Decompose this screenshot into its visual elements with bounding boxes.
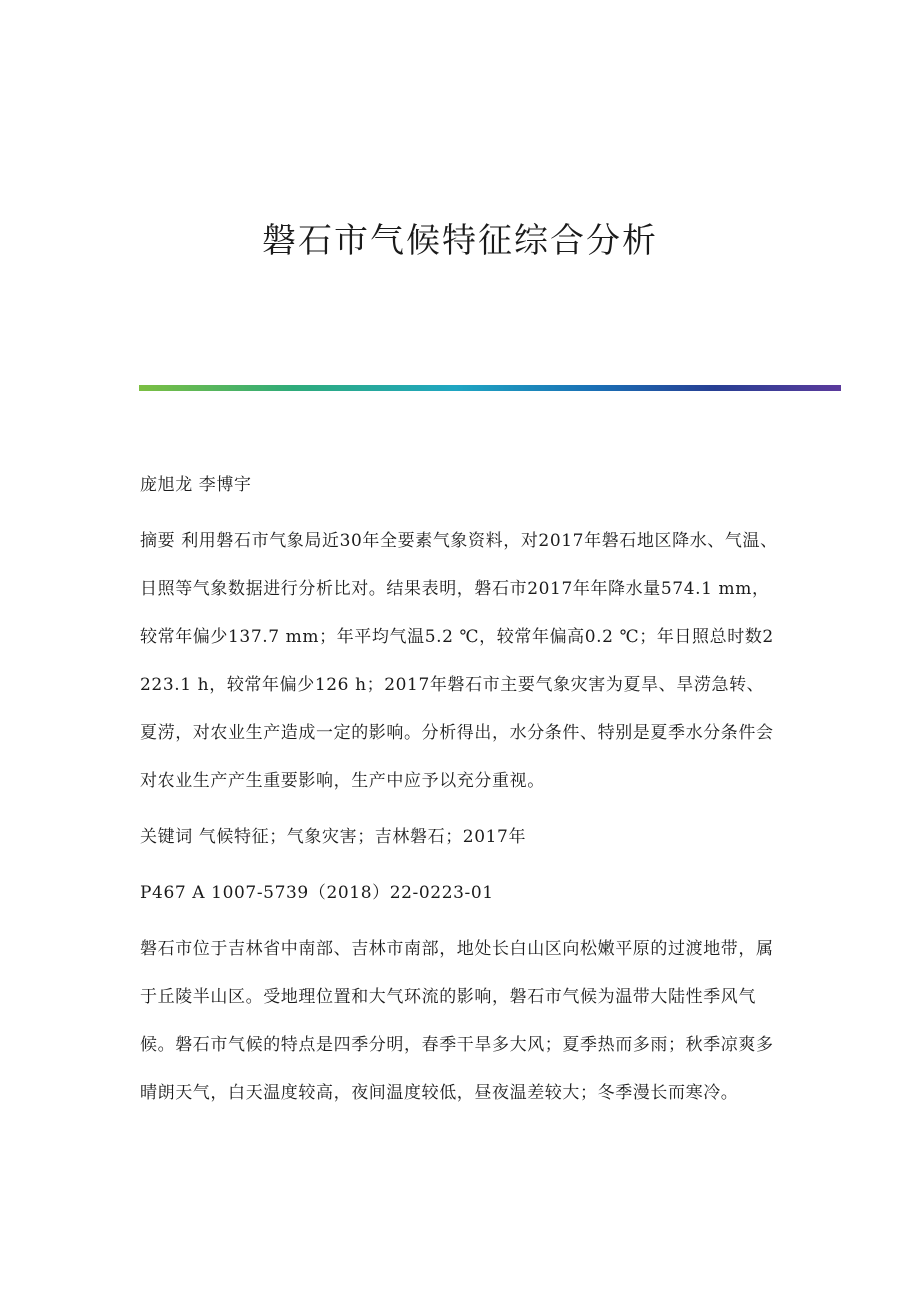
classification-line: P467 A 1007-5739（2018）22-0223-01 (140, 883, 494, 903)
authors-line: 庞旭龙 李博宇 (140, 475, 252, 495)
keywords-line: 关键词 气候特征；气象灾害；吉林磐石；2017年 (140, 827, 527, 847)
body-paragraph: 磐石市位于吉林省中南部、吉林市南部，地处长白山区向松嫩平原的过渡地带，属于丘陵半山区。受地理位置和大气环流的影响，磐石市气候为温带大陆性季风气候。磐石市气候的特点是四季分明，春季干旱多大风；夏季热而多雨；秋季凉爽多晴朗天气，白天温度较高，夜间温度较低，昼夜温差较大；冬季漫长而寒冷。 (140, 939, 774, 1103)
gradient-divider (139, 385, 841, 391)
document-title: 磐石市气候特征综合分析 (262, 221, 658, 261)
abstract-paragraph: 摘要 利用磐石市气象局近30年全要素气象资料，对2017年磐石地区降水、气温、日照等气象数据进行分析比对。结果表明，磐石市2017年年降水量574.1 mm，较常年偏少137.7 mm；年平均气温5.2 ℃，较常年偏高0.2 ℃；年日照总时数2 223.1 h，较常年偏少126 h；2017年磐石市主要气象灾害为夏旱、旱涝急转、夏涝，对农业生产造成一定的影响。分析得出，水分条件、特别是夏季水分条件会对农业生产产生重要影响，生产中应予以充分重视。 (140, 531, 778, 791)
